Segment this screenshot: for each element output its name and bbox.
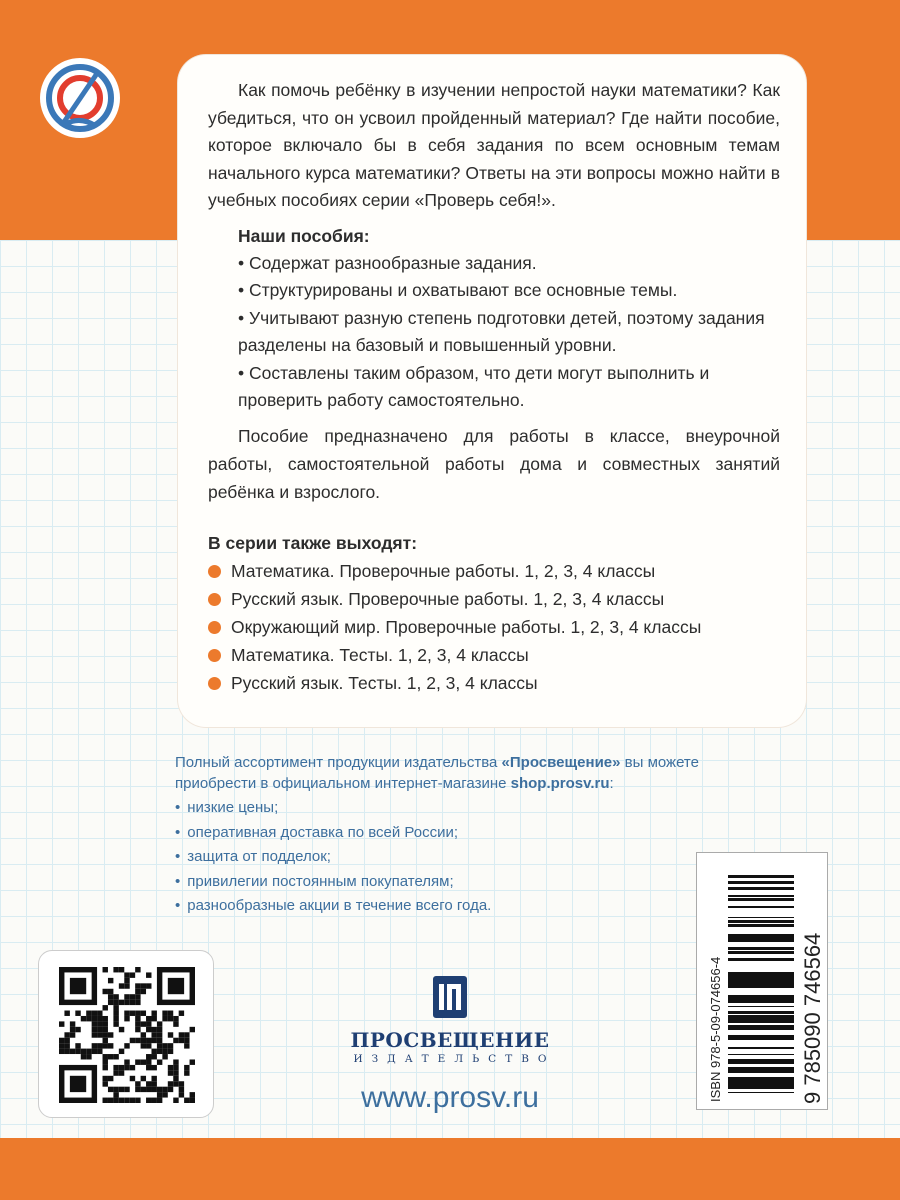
series-item-label: Окружающий мир. Проверочные работы. 1, 2, 3, 4 классы bbox=[231, 617, 702, 638]
shop-benefit-item: • защита от подделок; bbox=[175, 845, 785, 870]
publisher-block bbox=[330, 975, 570, 1115]
series-item bbox=[208, 669, 780, 697]
orange-dot-icon bbox=[208, 677, 221, 690]
shop-text: : bbox=[609, 775, 614, 792]
bottom-orange-band bbox=[0, 1138, 900, 1200]
shop-url-link[interactable]: shop.prosv.ru bbox=[510, 775, 610, 792]
isbn-digits: 9 785090 746564 bbox=[800, 932, 825, 1104]
publisher-brand: «Просвещение» bbox=[501, 754, 621, 771]
shop-benefit-item: • оперативная доставка по всей России; bbox=[175, 821, 785, 846]
series-item bbox=[208, 613, 780, 641]
series-logo-icon bbox=[38, 56, 122, 140]
series-heading: В серии также выходят: bbox=[208, 533, 418, 554]
series-list bbox=[208, 557, 780, 697]
isbn-barcode-icon bbox=[696, 852, 828, 1110]
series-item-label: Русский язык. Тесты. 1, 2, 3, 4 классы bbox=[231, 673, 538, 694]
shop-line-1 bbox=[175, 752, 785, 773]
benefit-item: • Составлены таким образом, что дети могут выполнить и проверить работу самостоятельно. bbox=[238, 362, 710, 410]
benefit-item: • Структурированы и охватывают все основные темы. bbox=[238, 280, 678, 301]
series-item bbox=[208, 557, 780, 585]
publisher-subtitle: ИЗДАТЕЛЬСТВО bbox=[353, 1053, 556, 1065]
qr-code-icon[interactable] bbox=[59, 967, 195, 1103]
orange-dot-icon bbox=[208, 565, 221, 578]
orange-dot-icon bbox=[208, 649, 221, 662]
series-item-label: Русский язык. Проверочные работы. 1, 2, 3, 4 классы bbox=[231, 589, 665, 610]
qr-code-frame bbox=[38, 950, 214, 1118]
intro-paragraph: Как помочь ребёнку в изучении непростой науки математики? Как убедиться, что он усвоил пройденный материал? Где найти пособие, которое включало бы в себя задания по всем основным темам начального курса математики? Ответы на эти вопросы можно найти в учебных пособиях серии «Проверь себя!». bbox=[208, 80, 780, 211]
purpose-paragraph: Пособие предназначено для работы в классе, внеурочной работы, самостоятельной работы дома и совместных занятий ребёнка и взрослого. bbox=[208, 426, 780, 503]
series-item-label: Математика. Проверочные работы. 1, 2, 3, 4 классы bbox=[231, 561, 656, 582]
shop-benefit-item: • привилегии постоянным покупателям; bbox=[175, 870, 785, 895]
publisher-name: ПРОСВЕЩЕНИЕ bbox=[350, 1028, 550, 1052]
series-item-label: Математика. Тесты. 1, 2, 3, 4 классы bbox=[231, 645, 529, 666]
publisher-url-link[interactable]: www.prosv.ru bbox=[361, 1081, 539, 1114]
shop-text: вы можете bbox=[620, 754, 699, 771]
series-item bbox=[208, 641, 780, 669]
benefits-heading: Наши пособия: bbox=[238, 225, 370, 246]
isbn-label: ISBN 978-5-09-074656-4 bbox=[708, 956, 723, 1102]
shop-benefit-item: • разнообразные акции в течение всего года. bbox=[175, 894, 785, 919]
info-card bbox=[178, 55, 806, 727]
benefit-item: • Учитывают разную степень подготовки детей, поэтому задания разделены на базовый и повышенный уровни. bbox=[238, 307, 765, 356]
shop-text: Полный ассортимент продукции издательства bbox=[175, 754, 502, 771]
publisher-logo-icon bbox=[432, 975, 468, 1019]
orange-dot-icon bbox=[208, 621, 221, 634]
shop-text: приобрести в официальном интернет-магазине bbox=[175, 775, 511, 792]
shop-benefit-item: • низкие цены; bbox=[175, 796, 785, 821]
benefit-item: • Содержат разнообразные задания. bbox=[238, 252, 537, 273]
shop-line-2 bbox=[175, 773, 785, 794]
shop-info bbox=[175, 752, 785, 919]
series-item bbox=[208, 585, 780, 613]
orange-dot-icon bbox=[208, 593, 221, 606]
shop-benefits-list bbox=[175, 796, 785, 919]
